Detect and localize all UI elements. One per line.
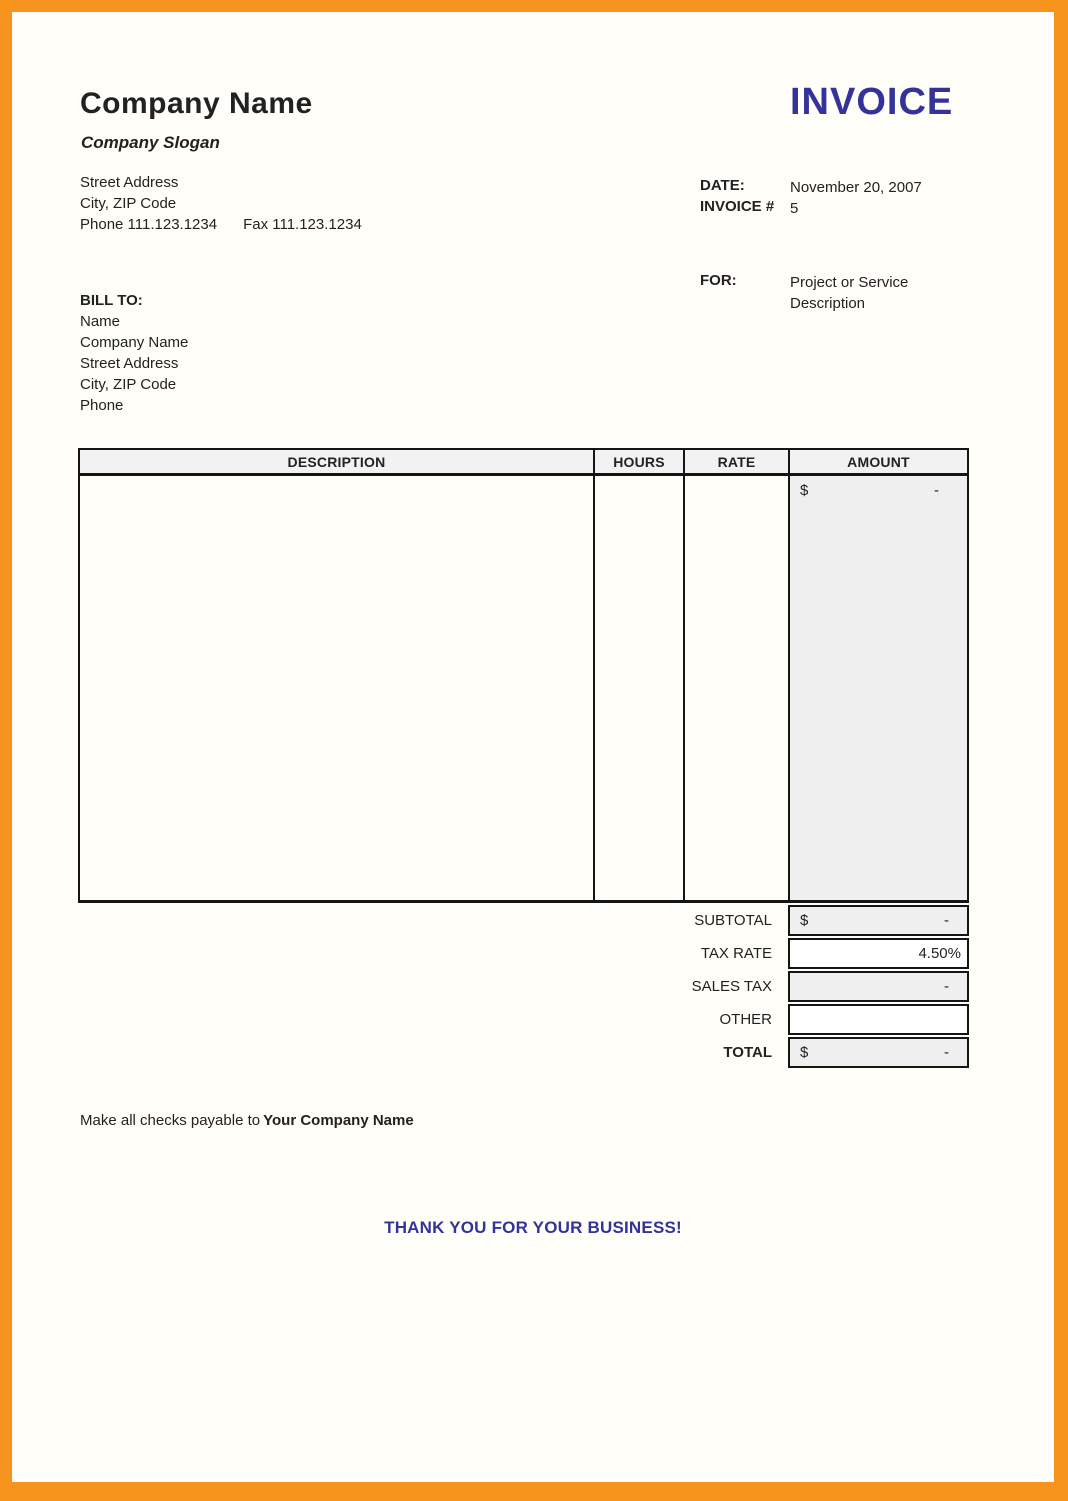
invoice-title: INVOICE: [790, 81, 954, 123]
company-slogan: Company Slogan: [81, 133, 220, 152]
for-value-line2: Description: [790, 295, 866, 312]
for-value: [790, 272, 908, 314]
description-cell: [80, 476, 593, 900]
company-street: Street Address: [80, 174, 179, 191]
company-phone-fax-line: [80, 214, 362, 235]
invoice-sheet: [12, 12, 1054, 1482]
tax-rate-value: 4.50%: [918, 945, 961, 962]
header-rate: RATE: [683, 450, 788, 473]
bill-to-street: Street Address: [80, 355, 179, 372]
other-value-box: [788, 1004, 969, 1035]
subtotal-value-box: [788, 905, 969, 936]
table-body-row: [78, 476, 969, 903]
header-amount: AMOUNT: [788, 450, 967, 473]
company-phone: Phone 111.123.1234: [80, 216, 218, 233]
total-value: -: [944, 1044, 949, 1061]
line-items-table: [78, 448, 969, 903]
amount-currency-symbol: $: [800, 482, 809, 499]
company-fax: Fax 111.123.1234: [243, 216, 362, 233]
tax-rate-label: TAX RATE: [700, 945, 772, 962]
checks-payable-note: [80, 1112, 414, 1129]
totals-row-tax-rate: [372, 938, 969, 971]
rate-cell: [683, 476, 788, 900]
subtotal-currency: $: [800, 912, 809, 929]
table-header-row: [78, 448, 969, 476]
invoice-number-label: INVOICE #: [700, 198, 775, 215]
header-hours: HOURS: [593, 450, 683, 473]
totals-row-subtotal: [372, 905, 969, 938]
payee-name: Your Company Name: [263, 1112, 414, 1129]
totals-row-sales-tax: [372, 971, 969, 1004]
sales-tax-label: SALES TAX: [691, 978, 772, 995]
company-city-zip: City, ZIP Code: [80, 195, 177, 212]
tax-rate-value-box: [788, 938, 969, 969]
checks-payable-text: Make all checks payable to: [80, 1112, 261, 1129]
for-label: FOR:: [700, 272, 737, 289]
bill-to-city-zip: City, ZIP Code: [80, 376, 177, 393]
hours-cell: [593, 476, 683, 900]
bill-to-phone: Phone: [80, 397, 124, 414]
total-value-box: [788, 1037, 969, 1068]
other-label: OTHER: [719, 1011, 772, 1028]
sales-tax-value: -: [944, 978, 949, 995]
bill-to-block: [80, 290, 188, 416]
total-currency: $: [800, 1044, 809, 1061]
date-label: DATE:: [700, 177, 745, 194]
company-name: Company Name: [80, 87, 313, 120]
bill-to-name: Name: [80, 313, 121, 330]
bill-to-label: BILL TO:: [80, 292, 143, 309]
for-value-line1: Project or Service: [790, 274, 909, 291]
thank-you-message: THANK YOU FOR YOUR BUSINESS!: [384, 1218, 682, 1237]
amount-cell: [788, 476, 967, 900]
subtotal-value: -: [944, 912, 949, 929]
invoice-number-value: 5: [790, 200, 799, 217]
amount-value: -: [934, 482, 939, 499]
date-value: November 20, 2007: [790, 179, 922, 196]
company-address-block: [80, 172, 362, 235]
total-label: TOTAL: [723, 1044, 772, 1061]
bill-to-company: Company Name: [80, 334, 189, 351]
totals-row-other: [372, 1004, 969, 1037]
totals-row-total: [372, 1037, 969, 1070]
sales-tax-value-box: [788, 971, 969, 1002]
subtotal-label: SUBTOTAL: [694, 912, 772, 929]
header-description: DESCRIPTION: [287, 453, 386, 470]
